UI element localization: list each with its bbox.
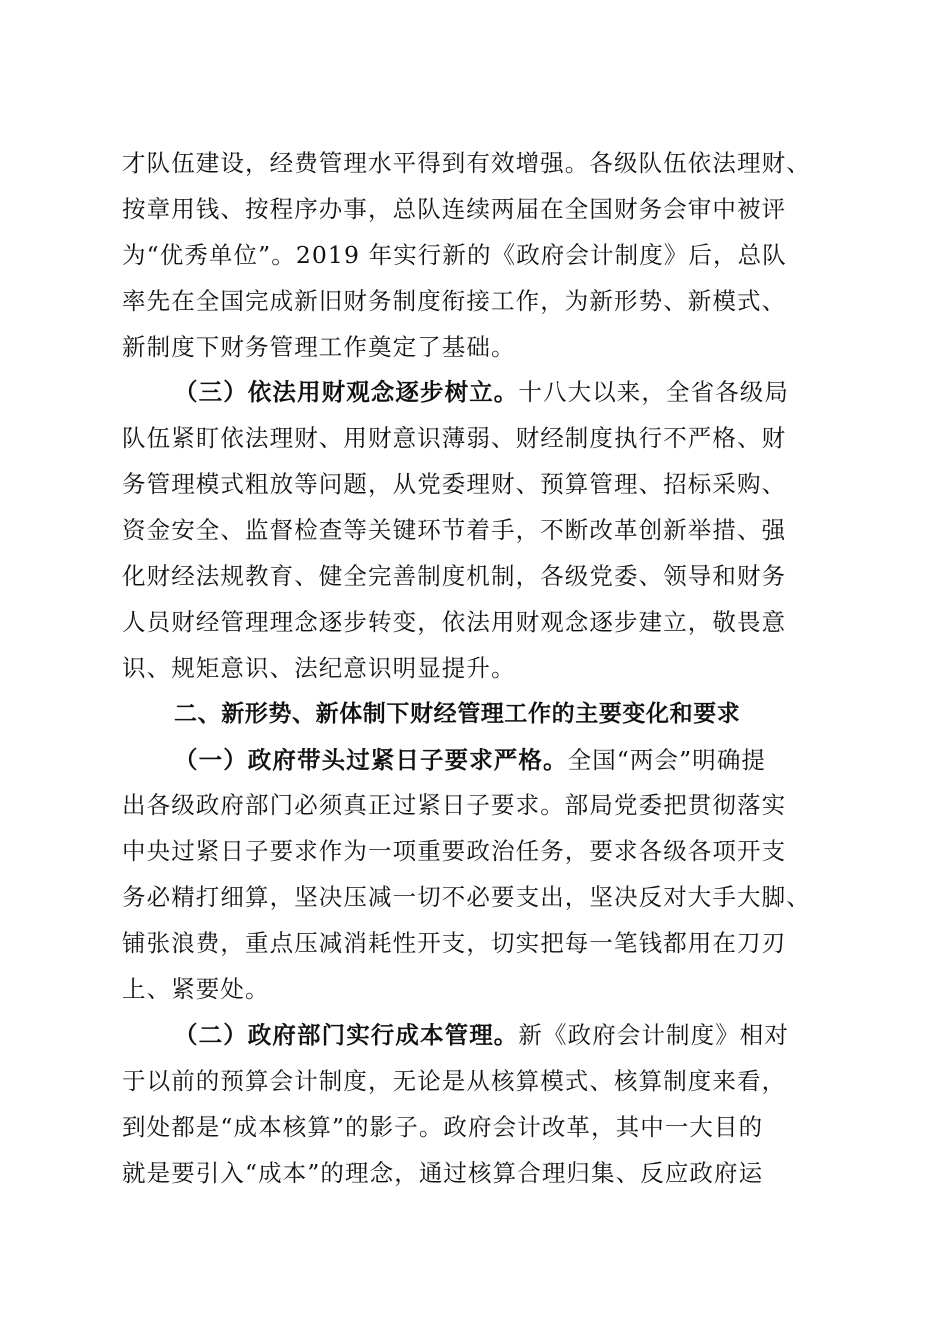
document-body — [122, 141, 828, 1196]
text-line: 按章用钱、按程序办事，总队连续两届在全国财务会审中被评 — [122, 194, 787, 223]
text-line: 出各级政府部门必须真正过紧日子要求。部局党委把贯彻落实 — [122, 791, 787, 820]
text-line: 率先在全国完成新旧财务制度衔接工作，为新形势、新模式、 — [122, 286, 787, 315]
text-line: 资金安全、监督检查等关键环节着手，不断改革创新举措、强 — [122, 516, 787, 545]
text-line: 为“优秀单位”。2019 年实行新的《政府会计制度》后，总队 — [122, 240, 787, 269]
paragraph-tight-budget — [122, 738, 828, 1013]
text-line: 中央过紧日子要求作为一项重要政治任务，要求各级各项开支 — [122, 837, 787, 866]
text-line: 务管理模式粗放等问题，从党委理财、预算管理、招标采购、 — [122, 470, 787, 499]
text-line: 队伍紧盯依法理财、用财意识薄弱、财经制度执行不严格、财 — [122, 424, 787, 453]
paragraph-team-building — [122, 141, 828, 370]
paragraph-lead: （一）政府带头过紧日子要求严格。 — [174, 745, 568, 774]
text-span: 新《政府会计制度》相对 — [518, 1020, 790, 1049]
text-line: 于以前的预算会计制度，无论是从核算模式、核算制度来看， — [122, 1066, 787, 1095]
text-line: 人员财经管理理念逐步转变，依法用财观念逐步建立，敬畏意 — [122, 607, 787, 636]
text-line: 铺张浪费，重点压减消耗性开支，切实把每一笔钱都用在刀刃 — [122, 929, 787, 958]
text-span: 全国“两会”明确提 — [567, 745, 767, 774]
text-line — [122, 738, 828, 784]
text-line: 才队伍建设，经费管理水平得到有效增强。各级队伍依法理财、 — [122, 149, 811, 177]
text-line: 到处都是“成本核算”的影子。政府会计改革，其中一大目的 — [122, 1112, 764, 1141]
paragraph-lawful-finance — [122, 370, 828, 691]
paragraph-cost-management — [122, 1013, 828, 1197]
text-line: 新制度下财务管理工作奠定了基础。 — [122, 332, 516, 361]
text-line — [122, 1013, 828, 1059]
text-span: 十八大以来，全省各级局 — [518, 378, 790, 407]
text-line — [122, 370, 828, 416]
text-line: 化财经法规教育、健全完善制度机制，各级党委、领导和财务 — [122, 562, 787, 591]
text-line: 上、紧要处。 — [122, 975, 270, 1004]
text-line: 务必精打细算，坚决压减一切不必要支出，坚决反对大手大脚、 — [122, 883, 811, 912]
text-line: 识、规矩意识、法纪意识明显提升。 — [122, 653, 516, 682]
paragraph-lead: （三）依法用财观念逐步树立。 — [174, 378, 519, 407]
paragraph-lead: （二）政府部门实行成本管理。 — [174, 1020, 519, 1049]
section-heading: 二、新形势、新体制下财经管理工作的主要变化和要求 — [174, 700, 741, 727]
text-line: 就是要引入“成本”的理念，通过核算合理归集、反应政府运 — [122, 1158, 764, 1187]
